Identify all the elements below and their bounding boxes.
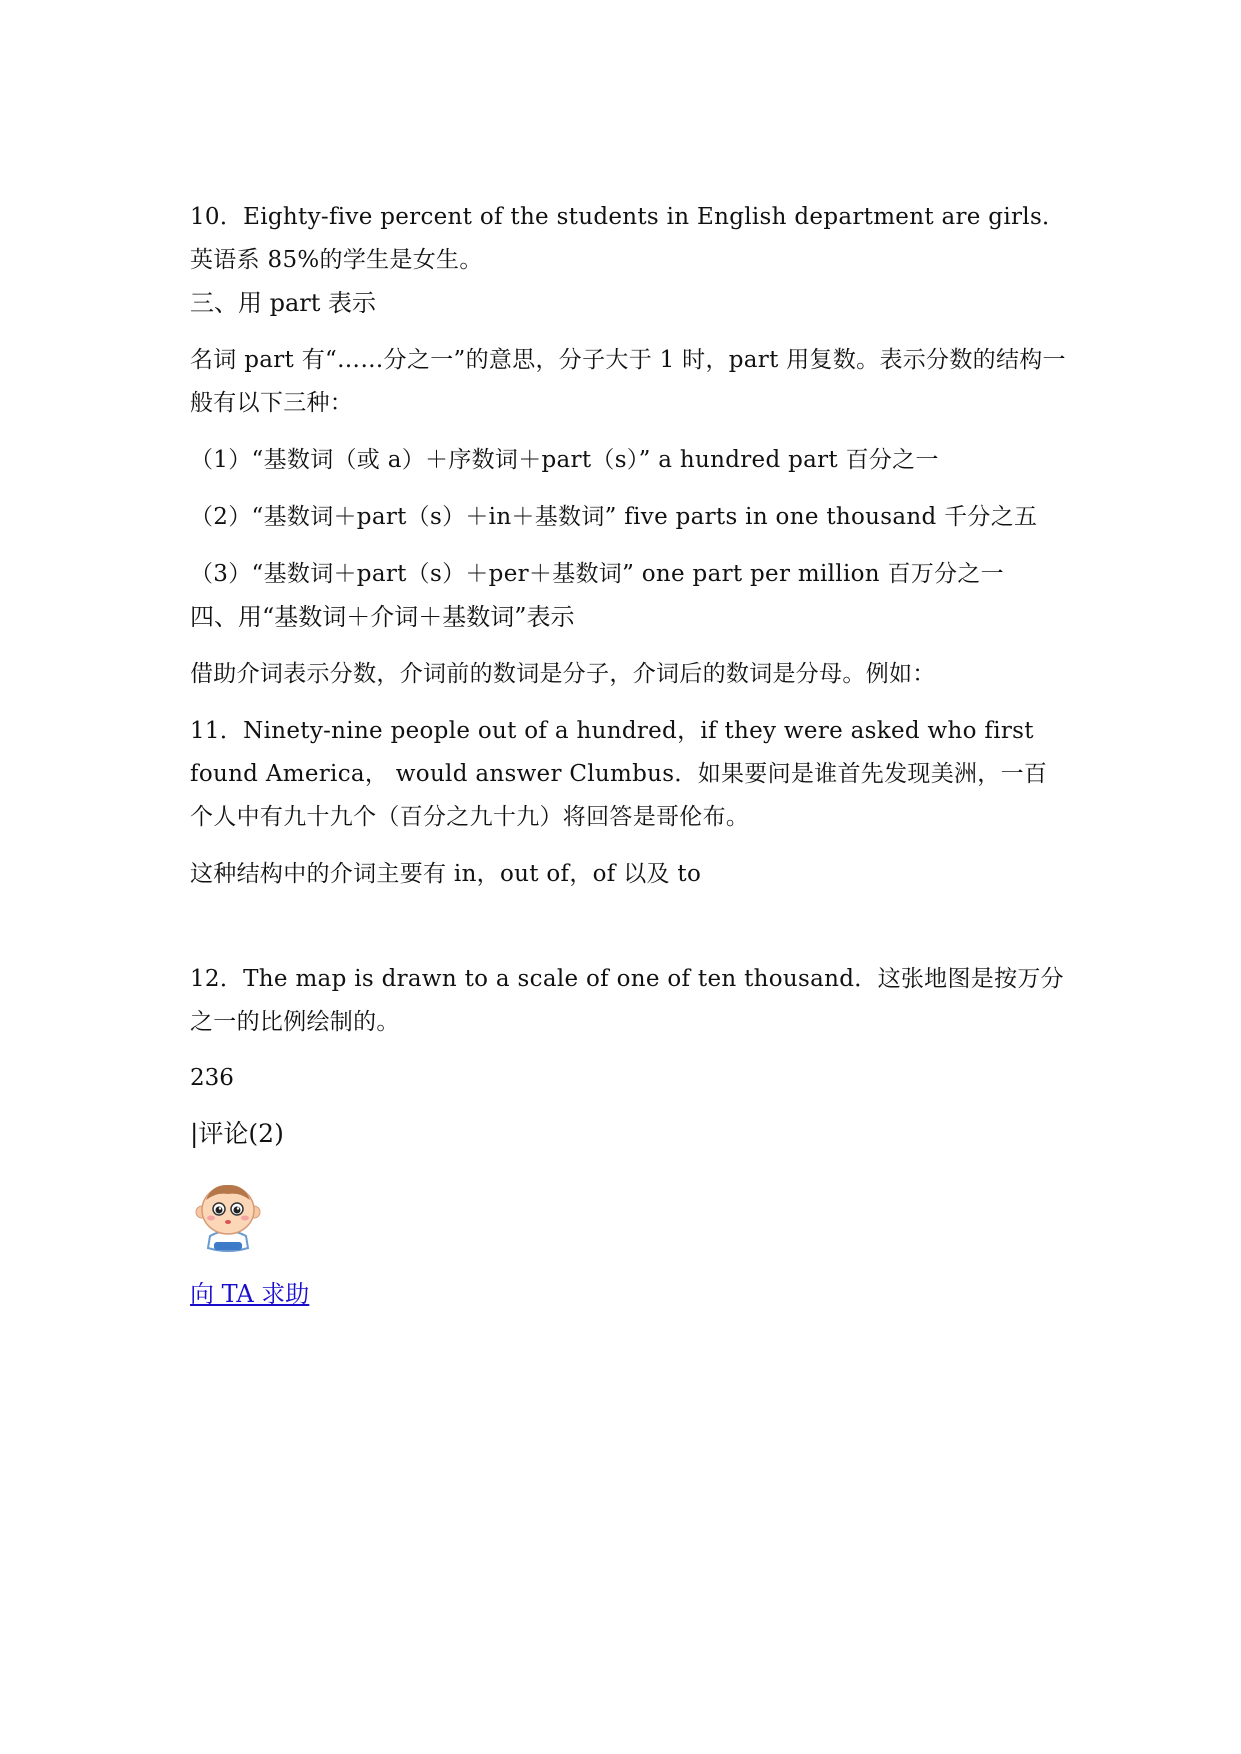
example-11: 11．Ninety-nine people out of a hundred，if they were asked who first found America， would answer Clumbus．如果要问是谁首先发现美洲，一百个人中有九十九个（百分之九十九）将回答是哥伦布。	[190, 718, 1048, 830]
comments-count[interactable]: |评论(2)	[190, 1119, 284, 1148]
section-heading-part: 三、用 part 表示	[190, 289, 377, 317]
preposition-intro-paragraph: 借助介词表示分数，介词前的数词是分子，介词后的数词是分母。例如：	[190, 661, 936, 687]
ask-for-help-link[interactable]: 向 TA 求助	[190, 1280, 310, 1308]
page-number: 236	[190, 1065, 234, 1091]
avatar-svg	[190, 1176, 266, 1254]
example-12: 12．The map is drawn to a scale of one of ten thousand．这张地图是按万分之一的比例绘制的。	[190, 966, 1064, 1035]
structure-3: （3）“基数词＋part（s）＋per＋基数词” one part per million 百万分之一	[190, 561, 1004, 587]
example-10: 10．Eighty-five percent of the students in English department are girls．英语系 85%的学生是女生。	[190, 204, 1066, 273]
structure-1: （1）“基数词（或 a）＋序数词＋part（s）” a hundred part 百分之一	[190, 447, 939, 473]
part-intro-paragraph: 名词 part 有“……分之一”的意思，分子大于 1 时，part 用复数。表示分数的结构一般有以下三种：	[190, 347, 1066, 416]
document-body	[190, 196, 1070, 1314]
section-heading-preposition: 四、用“基数词＋介词＋基数词”表示	[190, 603, 575, 631]
structure-2: （2）“基数词＋part（s）＋in＋基数词” five parts in one thousand 千分之五	[190, 504, 1038, 530]
cartoon-baby-avatar-icon[interactable]	[190, 1176, 266, 1254]
preposition-list-paragraph: 这种结构中的介词主要有 in，out of，of 以及 to	[190, 861, 702, 887]
